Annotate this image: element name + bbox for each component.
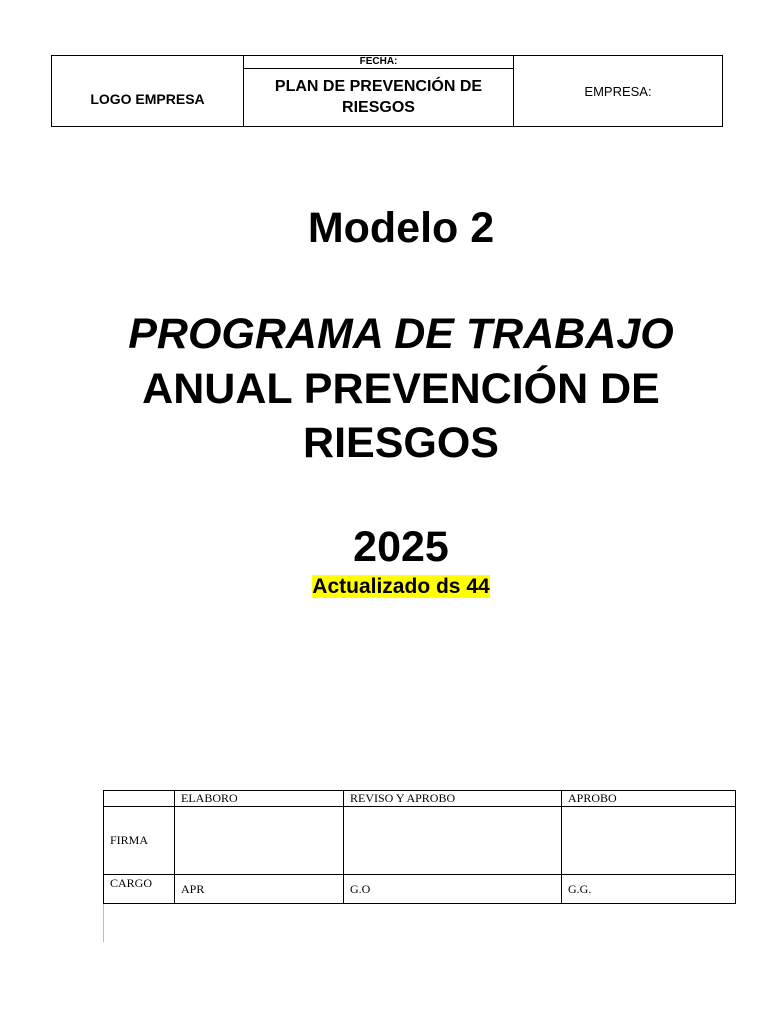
program-title-line2: ANUAL PREVENCIÓN DE (142, 365, 660, 413)
plan-title-line1: PLAN DE PREVENCIÓN DE (274, 78, 483, 95)
firma-aprobo-cell (562, 807, 736, 875)
program-title-line1: PROGRAMA DE TRABAJO (128, 310, 674, 358)
firma-elaboro-cell (175, 807, 344, 875)
document-header-table (51, 55, 723, 127)
header-middle-cell (244, 56, 514, 127)
firma-label: FIRMA (104, 807, 175, 875)
plan-title-line2: RIESGOS (342, 99, 415, 116)
program-title-rest (0, 362, 768, 470)
plan-title (244, 69, 513, 118)
firma-reviso-cell (344, 807, 562, 875)
updated-note-text: Actualizado ds 44 (312, 575, 490, 598)
empresa-label: EMPRESA: (514, 56, 723, 127)
program-year: 2025 (353, 523, 449, 571)
model-title: Modelo 2 (307, 204, 495, 252)
updated-note (0, 574, 768, 600)
logo-placeholder: LOGO EMPRESA (52, 56, 244, 127)
cargo-label: CARGO (104, 875, 175, 904)
signature-header-aprobo: APROBO (562, 791, 736, 807)
signature-header-reviso: REVISO Y APROBO (344, 791, 562, 807)
signature-table (103, 790, 736, 904)
signature-header-blank (104, 791, 175, 807)
program-title-line3: RIESGOS (303, 419, 499, 467)
cargo-reviso: G.O (344, 875, 562, 904)
cargo-aprobo: G.G. (562, 875, 736, 904)
cargo-elaboro: APR (175, 875, 344, 904)
fecha-label: FECHA: (244, 56, 513, 69)
margin-rule (103, 904, 104, 942)
signature-header-elaboro: ELABORO (175, 791, 344, 807)
